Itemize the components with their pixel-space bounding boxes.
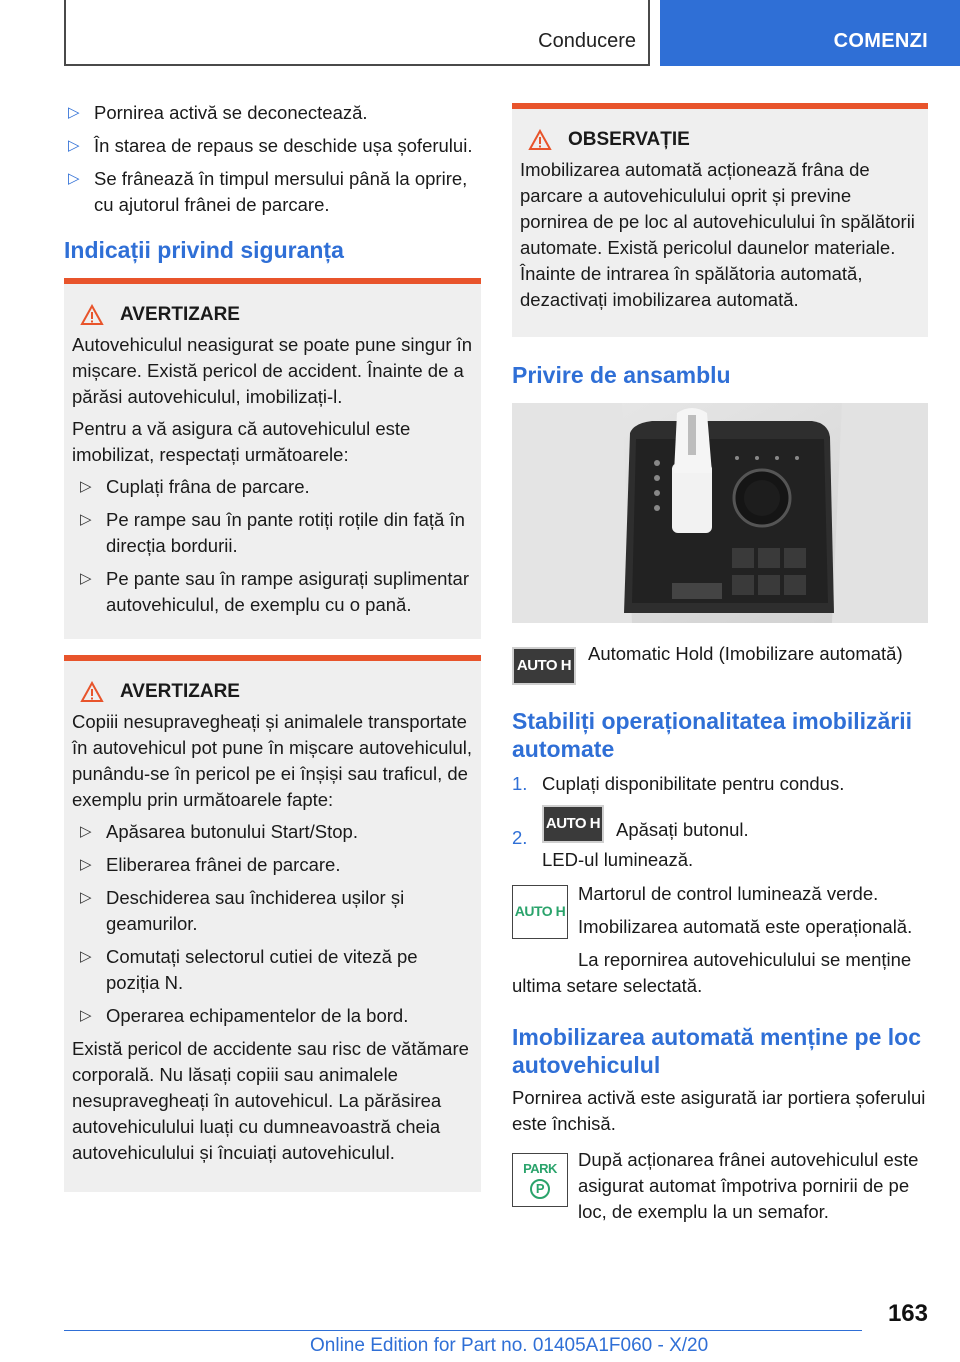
triangle-bullet-icon: ▷ (80, 889, 92, 906)
hold-paragraph: După acționarea frânei autovehiculul este asigurat automat împotriva pornirii de pe loc, de exemplu la un semafor. (578, 1149, 919, 1222)
warning-paragraph: Autovehiculul neasigurat se poate pune singur în mișcare. Există pericol de accident. Înainte de a părăsi autovehiculul, imobilizați-l. (72, 334, 473, 407)
warning-triangle-icon (528, 129, 552, 151)
header-section-box (64, 0, 650, 66)
page-number: 163 (887, 1300, 928, 1327)
indicator-paragraph: Martorul de control luminează verde. (578, 883, 879, 904)
list-item: ▷ Pornirea activă se deconectează. (64, 100, 481, 126)
header-chapter-tab (660, 0, 960, 66)
warning-paragraph: Copiii nesupravegheați și animalele transportate în autovehicul pot pune în mișcare autovehiculul, punându-se în pericol pe ei înșiși sau traficul, de exemplu prin următoarele fapte: (72, 711, 473, 810)
warning-title: AVERTIZARE (72, 304, 473, 326)
list-item: ▷ Deschiderea sau închiderea ușilor și geamurilor. (80, 887, 405, 934)
warning-paragraph: Pentru a vă asigura că autovehiculul este imobilizat, respectați următoarele: (72, 418, 411, 465)
hold-paragraph: Pornirea activă este asigurată iar portiera șoferului este închisă. (512, 1087, 926, 1134)
auto-hold-button-icon: AUTO H (542, 805, 604, 843)
right-column (512, 103, 928, 1225)
warning-box-2 (64, 655, 481, 1192)
edition-footer: Online Edition for Part no. 01405A1F060 - X/20 (310, 1335, 709, 1356)
left-column (64, 100, 481, 1192)
warning-list (72, 474, 473, 618)
list-item: ▷ Pe rampe sau în pante rotiți roțile din față în direcția bordurii. (80, 509, 465, 556)
warning-title: AVERTIZARE (72, 681, 473, 703)
section-heading-activate: Stabiliți operaționalitatea imobilizării automate (512, 708, 913, 762)
park-block (512, 1147, 928, 1225)
list-item: ▷ Cuplați frâna de parcare. (72, 474, 473, 500)
list-item: 2. AUTO H Apăsați butonul. (512, 805, 928, 843)
warning-triangle-icon (80, 304, 104, 326)
activate-steps (512, 771, 928, 848)
list-item: ▷ În starea de repaus se deschide ușa șoferului. (64, 133, 481, 159)
note-paragraph: Imobilizarea automată acționează frâna de parcare a autovehiculului oprit și previne pornirea de pe loc al autovehiculului în spălătorii automate. Există pericolul daunelor materiale. (520, 159, 915, 258)
led-text: LED-ul luminează. (542, 849, 694, 870)
center-console-photo (512, 403, 928, 623)
triangle-bullet-icon: ▷ (68, 170, 80, 187)
list-item: ▷ Comutați selectorul cutiei de viteză pe poziția N. (80, 946, 418, 993)
section-heading-overview: Privire de ansamblu (512, 362, 731, 388)
triangle-bullet-icon: ▷ (80, 856, 92, 873)
park-indicator-icon: PARK P (512, 1153, 568, 1207)
list-item: ▷ Se frânează în timpul mersului până la oprire, cu ajutorul frânei de parcare. (68, 168, 468, 215)
section-heading-safety: Indicații privind siguranța (64, 237, 344, 263)
list-item: ▷ Pe pante sau în rampe asigurați suplimentar autovehiculul, de exemplu cu o pană. (80, 568, 470, 615)
header-chapter-title: COMENZI (833, 30, 928, 52)
triangle-bullet-icon: ▷ (80, 823, 92, 840)
auto-hold-indicator-icon: AUTO H (512, 885, 568, 939)
list-item: ▷ Apăsarea butonului Start/Stop. (72, 819, 473, 845)
triangle-bullet-icon: ▷ (68, 104, 80, 121)
intro-bullet-list (64, 100, 481, 218)
auto-hold-caption-row (512, 641, 928, 685)
center-console-illustration (512, 403, 928, 623)
indicator-paragraph: Imobilizarea automată este operațională. (578, 916, 913, 937)
note-paragraph: Înainte de intrarea în spălătoria automată, dezactivați imobilizarea automată. (520, 263, 863, 310)
footer-rule (64, 1330, 862, 1331)
list-item: ▷ Operarea echipamentelor de la bord. (72, 1003, 473, 1029)
triangle-bullet-icon: ▷ (80, 1007, 92, 1024)
triangle-bullet-icon: ▷ (80, 948, 92, 965)
park-circle-p-icon: P (530, 1179, 550, 1199)
warning-list (72, 819, 473, 1029)
note-box (512, 103, 928, 337)
list-item: ▷ Eliberarea frânei de parcare. (72, 852, 473, 878)
auto-hold-caption: Automatic Hold (Imobilizare automată) (588, 643, 903, 664)
list-item: 1. Cuplați disponibilitate pentru condus. (512, 773, 845, 794)
warning-paragraph: Există pericol de accidente sau risc de vătămare corporală. Nu lăsați copiii sau animalele nesupravegheați în autovehicul. La părăsirea autovehiculului luați cu dumneavoastră cheia autovehiculului și încuiați autovehiculul. (72, 1038, 469, 1163)
indicator-paragraph: La repornirea autovehiculului se menține ultima setare selectată. (512, 949, 912, 996)
indicator-block (512, 881, 928, 947)
triangle-bullet-icon: ▷ (80, 511, 92, 528)
auto-hold-button-icon: AUTO H (512, 647, 576, 685)
note-title: OBSERVAȚIE (520, 129, 920, 151)
warning-box-1 (64, 278, 481, 639)
triangle-bullet-icon: ▷ (80, 478, 92, 495)
warning-triangle-icon (80, 681, 104, 703)
section-heading-hold: Imobilizarea automată menține pe loc autovehiculul (512, 1024, 921, 1078)
header-section-title: Conducere (538, 30, 636, 52)
triangle-bullet-icon: ▷ (80, 570, 92, 587)
triangle-bullet-icon: ▷ (68, 137, 80, 154)
